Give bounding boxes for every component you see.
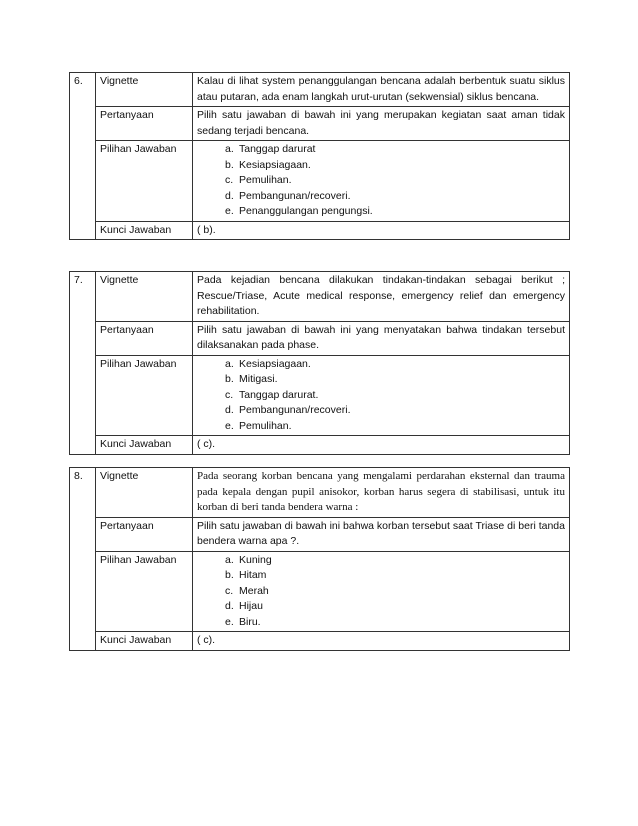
pertanyaan-row <box>70 517 570 551</box>
option-item <box>225 419 565 435</box>
vignette-row <box>70 73 570 107</box>
pertanyaan-label: Pertanyaan <box>96 321 193 355</box>
option-letter: d. <box>225 404 234 416</box>
option-text: Kuning <box>239 553 272 566</box>
option-text: Kesiapsiagaan. <box>239 357 311 370</box>
vignette-text: Kalau di lihat system penanggulangan bencana adalah berbentuk suatu siklus atau putaran, ada enam langkah urut-urutan (sekwensial) siklus bencana. <box>193 73 570 107</box>
option-letter: a. <box>225 357 234 370</box>
option-item <box>225 158 565 174</box>
kunci-label: Kunci Jawaban <box>96 436 193 455</box>
option-item <box>225 204 565 220</box>
kunci-label: Kunci Jawaban <box>96 221 193 240</box>
option-item <box>225 615 565 631</box>
option-text: Pemulihan. <box>239 419 292 432</box>
option-item <box>225 173 565 189</box>
question-number: 7. <box>70 272 96 455</box>
question-table-6 <box>69 72 570 240</box>
option-letter: c. <box>225 584 234 597</box>
option-letter: d. <box>225 189 234 202</box>
option-letter: a. <box>225 553 234 566</box>
option-letter: c. <box>225 388 234 401</box>
pertanyaan-row <box>70 321 570 355</box>
option-text: Hijau <box>239 600 263 612</box>
option-item <box>225 388 565 404</box>
pertanyaan-text: Pilih satu jawaban di bawah ini yang menyatakan bahwa tindakan tersebut dilaksanakan pada phase. <box>193 321 570 355</box>
option-text: Hitam <box>239 569 267 581</box>
question-number: 6. <box>70 73 96 240</box>
kunci-row <box>70 221 570 240</box>
option-letter: b. <box>225 158 234 171</box>
option-text: Mitigasi. <box>239 373 278 385</box>
option-item <box>225 357 565 373</box>
option-text: Biru. <box>239 615 261 628</box>
pilihan-label: Pilihan Jawaban <box>96 551 193 632</box>
option-item <box>225 403 565 419</box>
kunci-row <box>70 632 570 651</box>
pertanyaan-text: Pilih satu jawaban di bawah ini bahwa korban tersebut saat Triase di beri tanda bendera warna apa ?. <box>193 517 570 551</box>
option-item <box>225 599 565 615</box>
option-letter: e. <box>225 205 234 217</box>
pilihan-label: Pilihan Jawaban <box>96 355 193 436</box>
option-item <box>225 189 565 205</box>
option-letter: c. <box>225 174 234 186</box>
vignette-row <box>70 468 570 518</box>
options-cell <box>193 355 570 436</box>
option-letter: e. <box>225 419 234 432</box>
question-table-8 <box>69 467 570 651</box>
pilihan-label: Pilihan Jawaban <box>96 141 193 222</box>
options-cell <box>193 551 570 632</box>
option-letter: a. <box>225 143 234 155</box>
option-item <box>225 553 565 569</box>
question-number: 8. <box>70 468 96 651</box>
option-item <box>225 584 565 600</box>
vignette-label: Vignette <box>96 468 193 518</box>
option-letter: d. <box>225 600 234 612</box>
question-table-7 <box>69 271 570 455</box>
kunci-text: ( c). <box>193 632 570 651</box>
vignette-text: Pada kejadian bencana dilakukan tindakan-tindakan sebagai berikut ; Rescue/Triase, Acute medical response, emergency relief dan emergency rehabilitation. <box>193 272 570 322</box>
pilihan-row <box>70 551 570 632</box>
pertanyaan-row <box>70 107 570 141</box>
pertanyaan-label: Pertanyaan <box>96 107 193 141</box>
pilihan-row <box>70 355 570 436</box>
option-text: Pemulihan. <box>239 174 292 186</box>
kunci-row <box>70 436 570 455</box>
option-text: Pembangunan/recoveri. <box>239 404 351 416</box>
pertanyaan-text: Pilih satu jawaban di bawah ini yang merupakan kegiatan saat aman tidak sedang terjadi bencana. <box>193 107 570 141</box>
vignette-label: Vignette <box>96 73 193 107</box>
options-list <box>197 142 565 220</box>
kunci-text: ( c). <box>193 436 570 455</box>
option-item <box>225 142 565 158</box>
option-item <box>225 372 565 388</box>
option-text: Kesiapsiagaan. <box>239 158 311 171</box>
pertanyaan-label: Pertanyaan <box>96 517 193 551</box>
option-text: Merah <box>239 584 269 597</box>
kunci-label: Kunci Jawaban <box>96 632 193 651</box>
option-text: Tanggap darurat <box>239 143 316 155</box>
options-list <box>197 357 565 435</box>
vignette-text: Pada seorang korban bencana yang mengalami perdarahan eksternal dan trauma pada kepala dengan pupil anisokor, korban harus segera di stabilisasi, untuk itu korban di beri tanda bendera warna : <box>193 468 570 518</box>
kunci-text: ( b). <box>193 221 570 240</box>
option-letter: e. <box>225 615 234 628</box>
option-item <box>225 568 565 584</box>
option-text: Pembangunan/recoveri. <box>239 189 351 202</box>
vignette-row <box>70 272 570 322</box>
options-list <box>197 553 565 631</box>
options-cell <box>193 141 570 222</box>
option-letter: b. <box>225 373 234 385</box>
option-text: Tanggap darurat. <box>239 388 319 401</box>
option-text: Penanggulangan pengungsi. <box>239 205 373 217</box>
option-letter: b. <box>225 569 234 581</box>
pilihan-row <box>70 141 570 222</box>
vignette-label: Vignette <box>96 272 193 322</box>
